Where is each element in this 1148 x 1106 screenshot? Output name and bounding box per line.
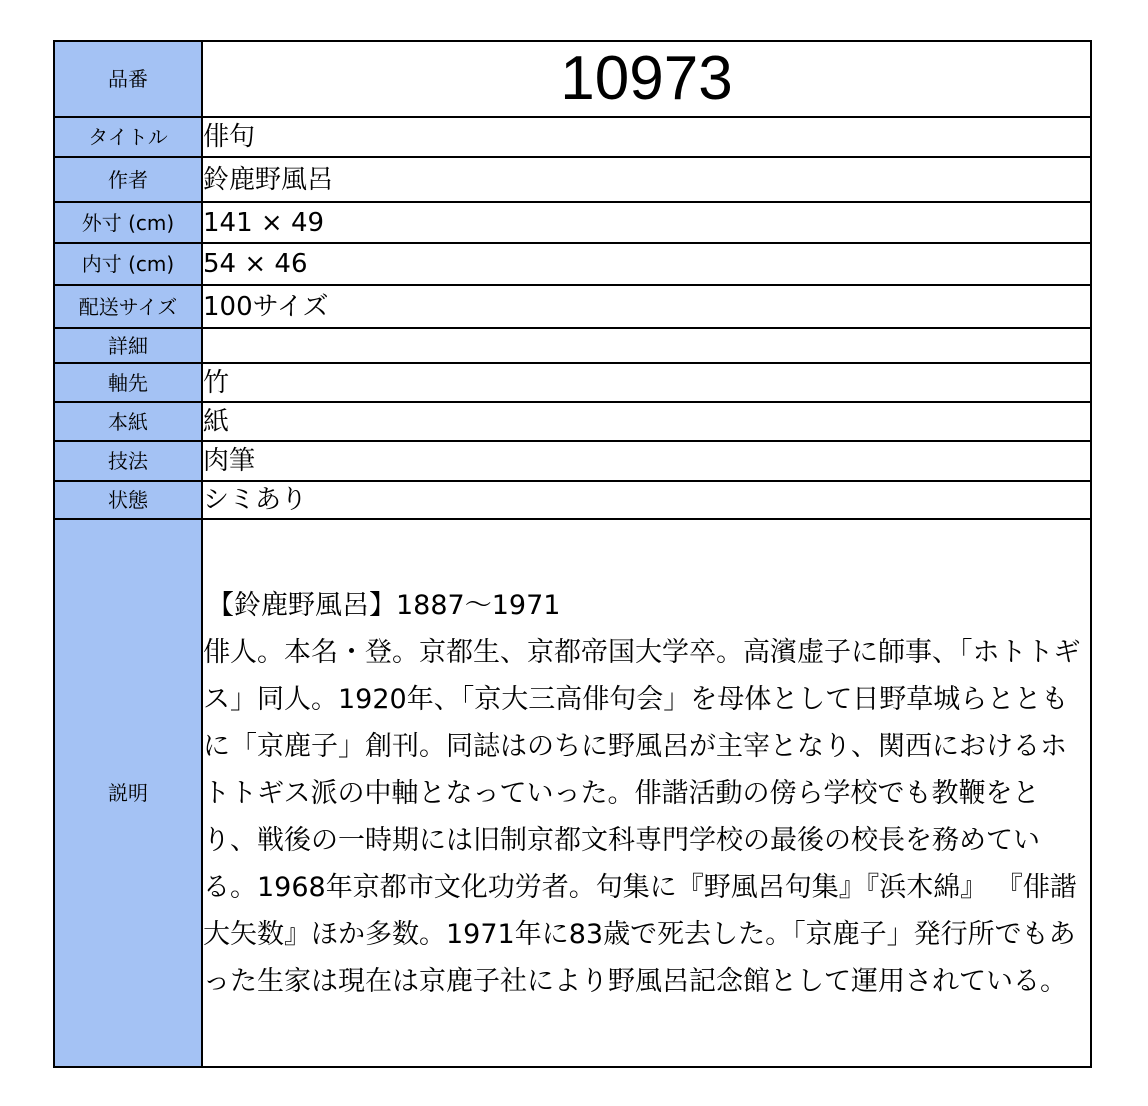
label-author: 作者 <box>54 157 202 202</box>
description-body: 俳人。本名・登。京都生、京都帝国大学卒。高濱虚子に師事、「ホトトギス」同人。1920年、「京大三高俳句会」を母体として日野草城らとともに「京鹿子」創刊。同誌はのちに野風呂が主宰となり、関西におけるホトトギス派の中軸となっていった。俳諧活動の傍ら学校でも教鞭をとり、戦後の一時期には旧制京都文科専門学校の最後の校長を務めている。1968年京都市文化功労者。句集に『野風呂句集』『浜木綿』 『俳諧大矢数』ほか多数。1971年に83歳で死去した。「京鹿子」発行所でもあった生家は現在は京鹿子社により野風呂記念館として運用されている。 <box>203 636 1081 997</box>
label-outer-size: 外寸 (cm) <box>54 202 202 243</box>
row-author <box>54 157 1091 202</box>
label-title: タイトル <box>54 117 202 157</box>
row-inner-size <box>54 243 1091 285</box>
label-inner-size: 内寸 (cm) <box>54 243 202 285</box>
label-item-number: 品番 <box>54 41 202 117</box>
row-details <box>54 328 1091 363</box>
value-main-paper: 紙 <box>202 402 1091 441</box>
description-heading: 【鈴鹿野風呂】1887〜1971 <box>207 589 561 621</box>
value-inner-size: 54 × 46 <box>202 243 1091 285</box>
label-condition: 状態 <box>54 481 202 519</box>
label-description: 説明 <box>54 519 202 1067</box>
label-roller-end: 軸先 <box>54 363 202 402</box>
description-cell <box>202 519 1091 1067</box>
value-details <box>202 328 1091 363</box>
row-main-paper <box>54 402 1091 441</box>
row-technique <box>54 441 1091 481</box>
value-outer-size: 141 × 49 <box>202 202 1091 243</box>
value-item-number: 10973 <box>202 41 1091 117</box>
value-technique: 肉筆 <box>202 441 1091 481</box>
row-outer-size <box>54 202 1091 243</box>
value-shipping-size: 100サイズ <box>202 285 1091 328</box>
label-main-paper: 本紙 <box>54 402 202 441</box>
row-description <box>54 519 1091 1067</box>
label-details: 詳細 <box>54 328 202 363</box>
value-condition: シミあり <box>202 481 1091 519</box>
label-shipping-size: 配送サイズ <box>54 285 202 328</box>
value-title: 俳句 <box>202 117 1091 157</box>
value-author: 鈴鹿野風呂 <box>202 157 1091 202</box>
label-technique: 技法 <box>54 441 202 481</box>
row-condition <box>54 481 1091 519</box>
row-title <box>54 117 1091 157</box>
product-spec-table <box>53 40 1092 1068</box>
value-roller-end: 竹 <box>202 363 1091 402</box>
row-item-number <box>54 41 1091 117</box>
row-roller-end <box>54 363 1091 402</box>
row-shipping-size <box>54 285 1091 328</box>
